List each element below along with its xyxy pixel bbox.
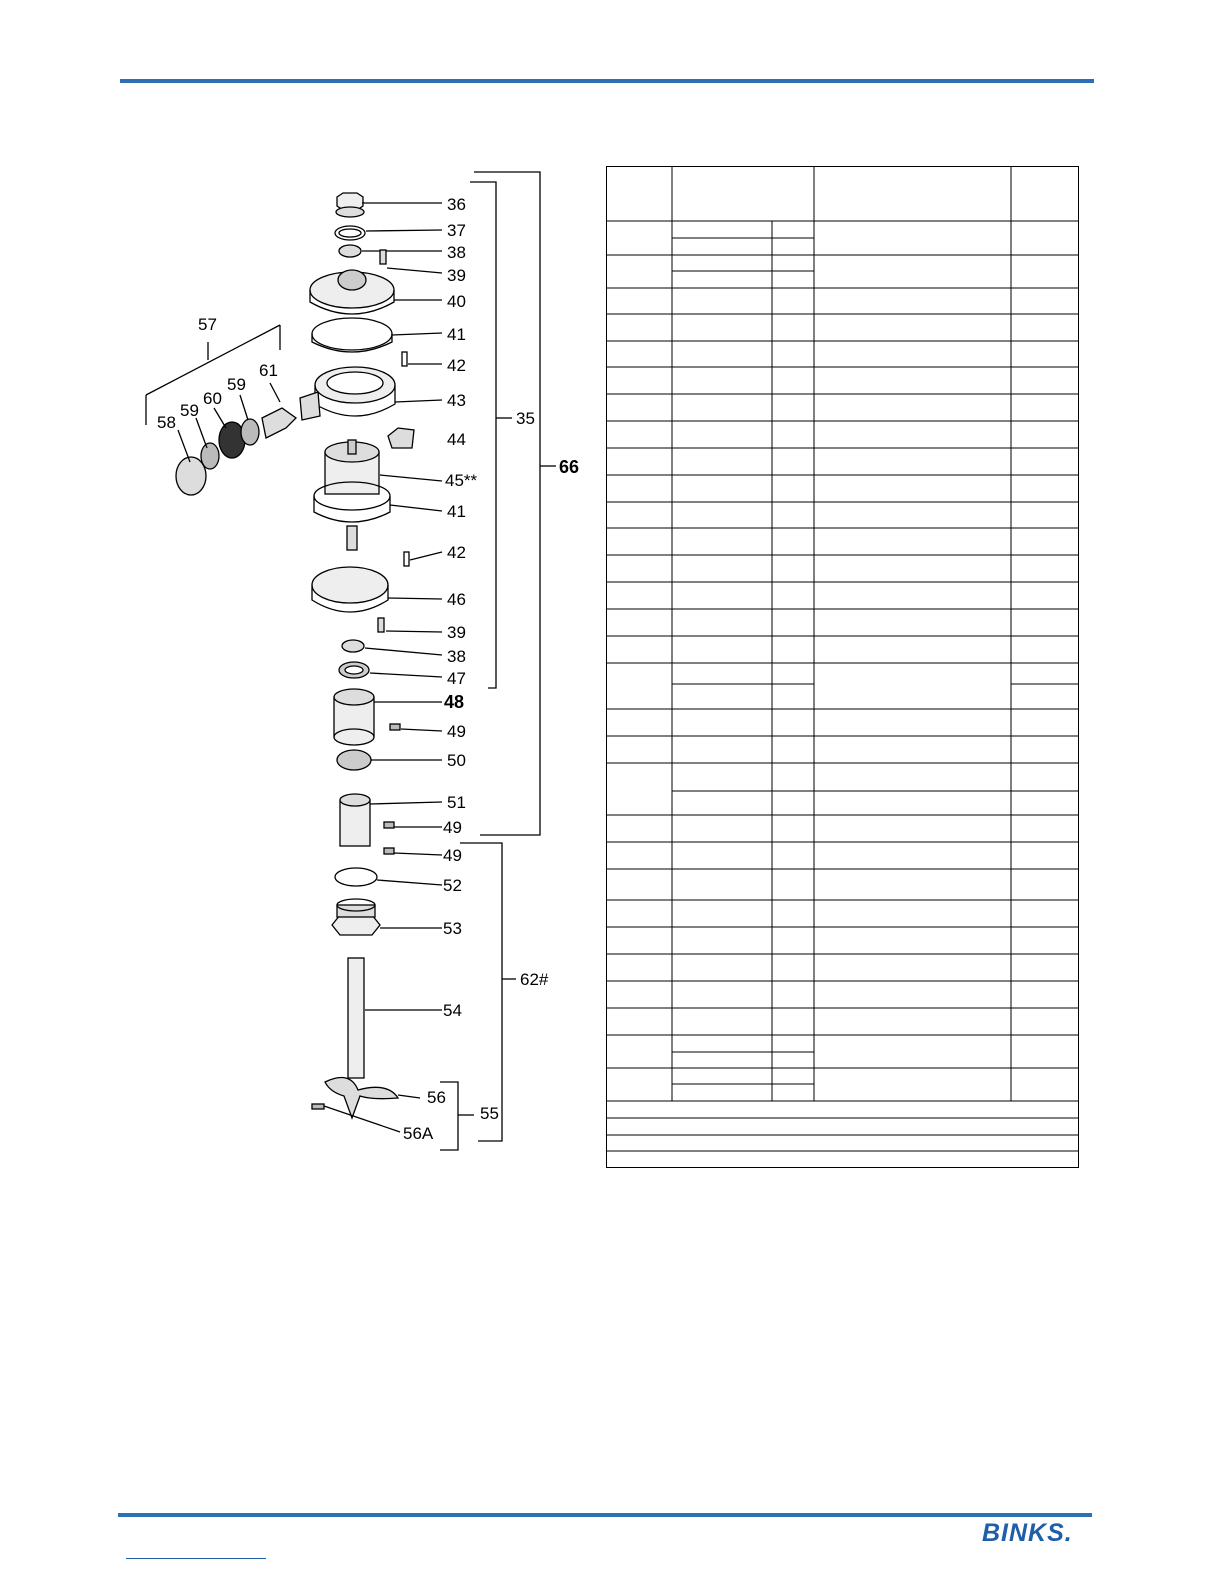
- callout-35: 35: [516, 409, 535, 428]
- callout-38b: 38: [447, 647, 466, 666]
- callout-37: 37: [447, 221, 466, 240]
- parts-list-table: [606, 166, 1079, 1168]
- footer-link-underline: [126, 1558, 266, 1559]
- callout-59a: 59: [180, 401, 199, 420]
- callout-54: 54: [443, 1001, 462, 1020]
- callout-61: 61: [259, 361, 278, 380]
- callout-49: 49: [447, 722, 466, 741]
- callout-40: 40: [447, 292, 466, 311]
- callout-60: 60: [203, 389, 222, 408]
- callout-46: 46: [447, 590, 466, 609]
- callout-47: 47: [447, 669, 466, 688]
- callout-41: 41: [447, 325, 466, 344]
- callout-56: 56: [427, 1088, 446, 1107]
- callout-42: 42: [447, 356, 466, 375]
- callout-62: 62#: [520, 970, 549, 989]
- callout-53: 53: [443, 919, 462, 938]
- callout-39: 39: [447, 266, 466, 285]
- callout-56a: 56A: [403, 1124, 434, 1143]
- callout-45: 45**: [445, 471, 478, 490]
- callout-41b: 41: [447, 502, 466, 521]
- callout-43: 43: [447, 391, 466, 410]
- callout-39b: 39: [447, 623, 466, 642]
- callout-42b: 42: [447, 543, 466, 562]
- callout-58: 58: [157, 413, 176, 432]
- callout-66: 66: [559, 457, 580, 477]
- callout-52: 52: [443, 876, 462, 895]
- callout-38: 38: [447, 243, 466, 262]
- footer-rule: [118, 1513, 1092, 1517]
- binks-logo: BINKS.: [982, 1519, 1073, 1547]
- callout-36: 36: [447, 195, 466, 214]
- callout-51: 51: [447, 793, 466, 812]
- callout-49b: 49: [443, 818, 462, 837]
- callout-48: 48: [444, 692, 465, 712]
- callout-44: 44: [447, 430, 466, 449]
- callout-55: 55: [480, 1104, 499, 1123]
- callout-57: 57: [198, 315, 217, 334]
- callout-59b: 59: [227, 375, 246, 394]
- exploded-parts-diagram: [0, 0, 600, 1180]
- callout-49c: 49: [443, 846, 462, 865]
- callout-50: 50: [447, 751, 466, 770]
